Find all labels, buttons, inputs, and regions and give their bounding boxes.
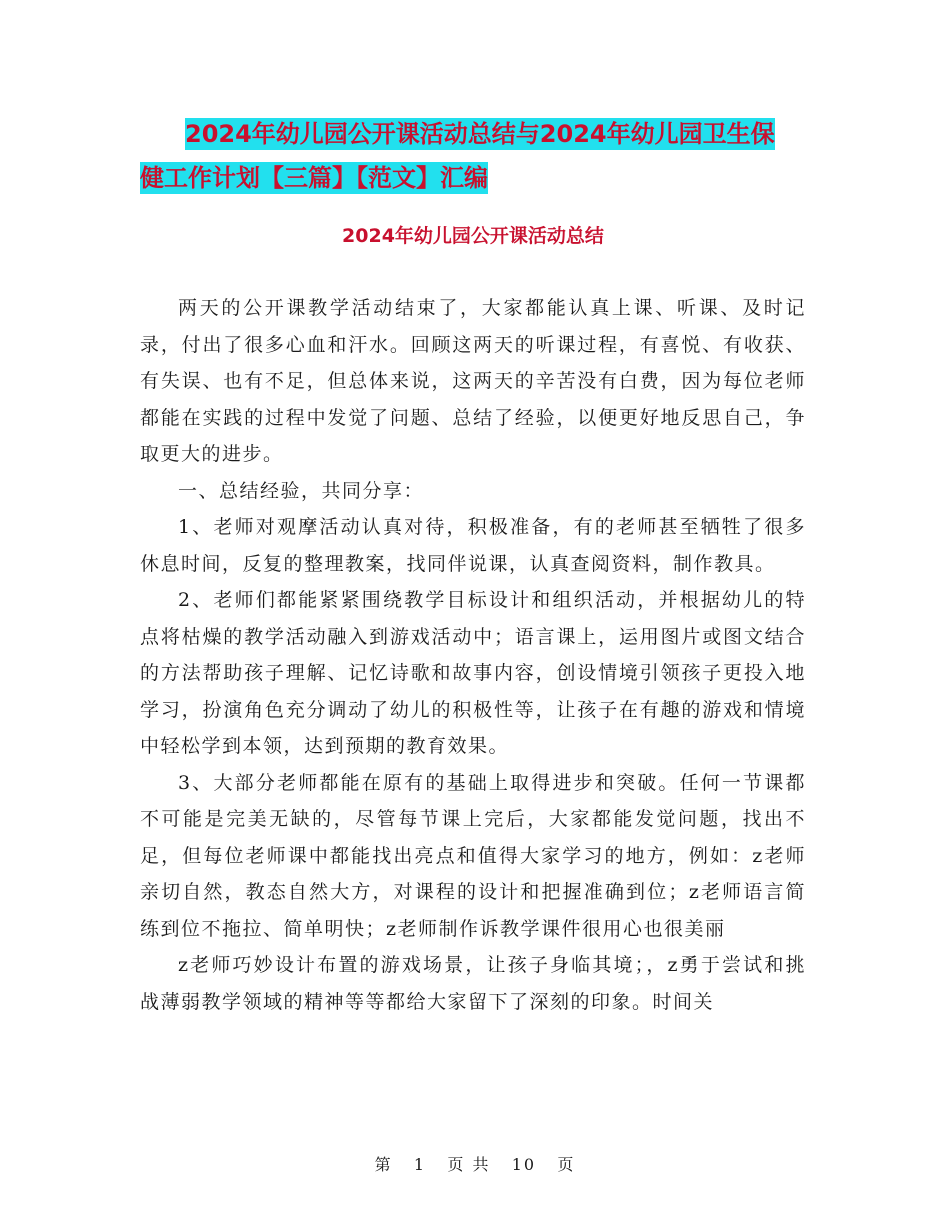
total-pages: 10: [511, 1155, 537, 1174]
body-text: [140, 290, 806, 1020]
paragraph: z老师巧妙设计布置的游戏场景，让孩子身临其境；，z勇于尝试和挑战薄弱教学领域的精神等等都给大家留下了深刻的印象。时间关: [140, 954, 806, 1013]
page-label-suffix: 页: [557, 1155, 576, 1174]
page-number: 1: [413, 1155, 427, 1174]
paragraph: 1、老师对观摩活动认真对待，积极准备，有的老师甚至牺牲了很多休息时间，反复的整理教案，找同伴说课，认真查阅资料，制作教具。: [140, 516, 806, 575]
paragraph: 一、总结经验，共同分享：: [178, 479, 425, 502]
document-title-line-1: 2024年幼儿园公开课活动总结与2024年幼儿园卫生保: [185, 120, 775, 148]
page-footer: [0, 1152, 950, 1175]
paragraph: 两天的公开课教学活动结束了，大家都能认真上课、听课、及时记录，付出了很多心血和汗水。回顾这两天的听课过程，有喜悦、有收获、有失误、也有不足，但总体来说，这两天的辛苦没有白费，因为每位老师都能在实践的过程中发觉了问题、总结了经验，以便更好地反思自己，争取更大的进步。: [140, 297, 806, 465]
document-title-line-2: 健工作计划【三篇】【范文】汇编: [140, 164, 488, 192]
section-heading: 2024年幼儿园公开课活动总结: [342, 225, 604, 247]
page-label-middle: 页 共: [447, 1155, 491, 1174]
paragraph: 3、大部分老师都能在原有的基础上取得进步和突破。任何一节课都不可能是完美无缺的，尽管每节课上完后，大家都能发觉问题，找出不足，但每位老师课中都能找出亮点和值得大家学习的地方，例如：z老师亲切自然，教态自然大方，对课程的设计和把握准确到位；z老师语言简练到位不拖拉、简单明快；z老师制作诉教学课件很用心也很美丽: [140, 771, 806, 940]
page-label-prefix: 第: [374, 1155, 393, 1174]
document-title: [140, 112, 840, 200]
paragraph: 2、老师们都能紧紧围绕教学目标设计和组织活动，并根据幼儿的特点将枯燥的教学活动融入到游戏活动中；语言课上，运用图片或图文结合的方法帮助孩子理解、记忆诗歌和故事内容，创设情境引领孩子更投入地学习，扮演角色充分调动了幼儿的积极性等，让孩子在有趣的游戏和情境中轻松学到本领，达到预期的教育效果。: [140, 589, 806, 757]
